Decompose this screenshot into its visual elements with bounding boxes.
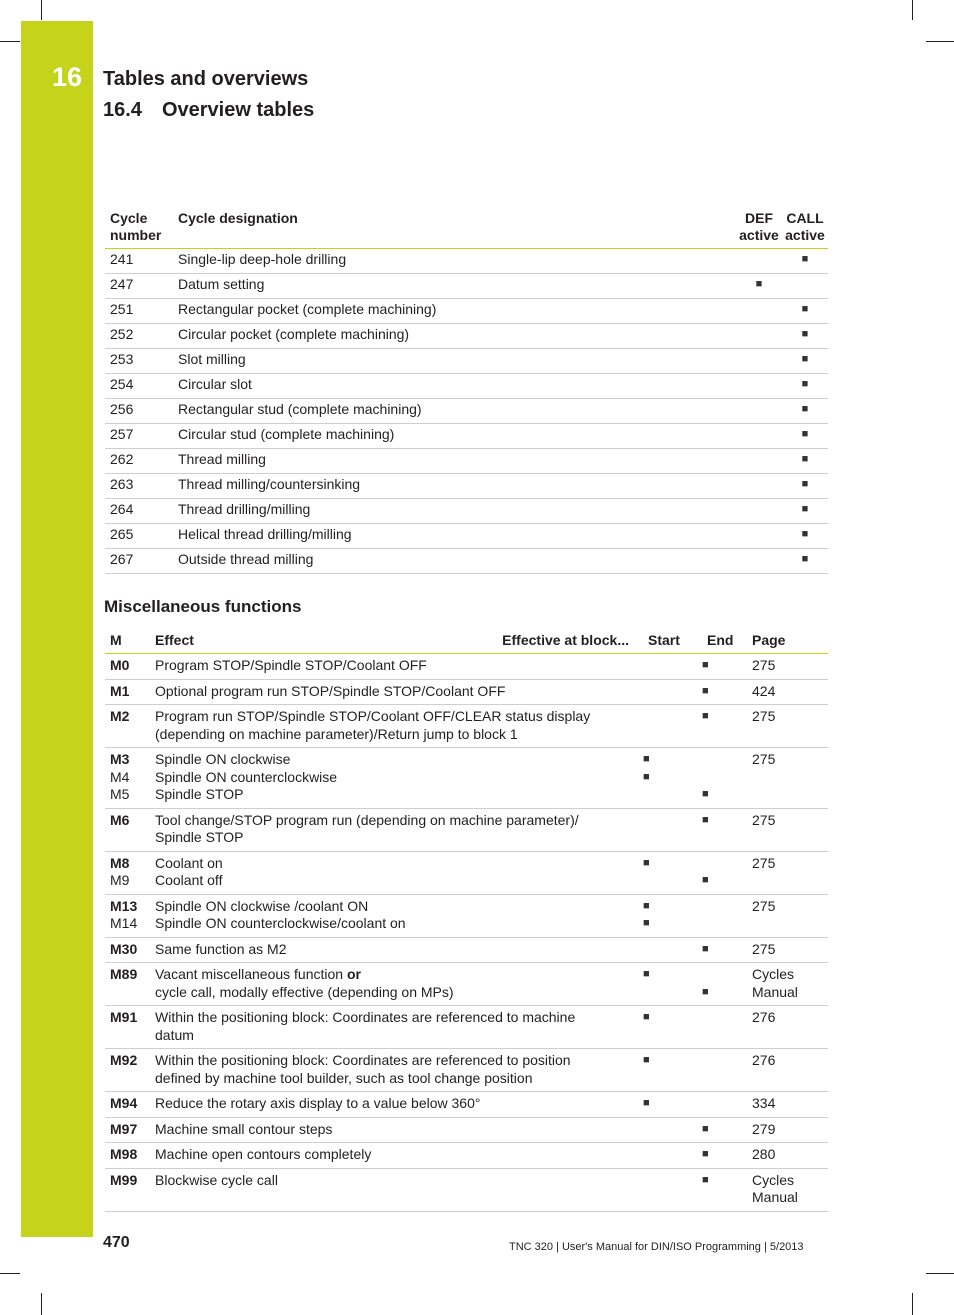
- misc-functions-heading: Miscellaneous functions: [104, 597, 302, 616]
- crop-mark: [912, 1293, 913, 1315]
- m-code-cell: [105, 705, 150, 748]
- m-code-cell: [105, 1092, 150, 1118]
- start-cell: [643, 705, 702, 748]
- start-cell: [643, 963, 702, 1006]
- crop-mark: [926, 41, 954, 42]
- start-mark: [643, 786, 702, 804]
- effect-cell: [150, 851, 643, 894]
- m-code-cell: [105, 1006, 150, 1049]
- end-cell: [702, 654, 747, 680]
- effect-cell: [150, 705, 643, 748]
- header-cycle-number: Cycle number: [105, 207, 173, 249]
- start-mark: [643, 941, 702, 959]
- end-cell: [702, 748, 747, 809]
- m-code: M30: [110, 940, 138, 957]
- cycle-number: 251: [105, 299, 173, 324]
- table-row: [105, 499, 828, 524]
- call-active-mark: ■: [782, 549, 828, 574]
- start-cell: [643, 1143, 702, 1169]
- table-row: [105, 1168, 828, 1211]
- page-ref: 280: [752, 1146, 776, 1162]
- table-row: [105, 374, 828, 399]
- m-code-cell: [105, 937, 150, 963]
- def-active-mark: [736, 424, 782, 449]
- call-active-mark: ■: [782, 474, 828, 499]
- section-name: Overview tables: [161, 99, 315, 121]
- m-code: M2: [110, 708, 130, 724]
- page-ref-cell: [747, 808, 828, 851]
- table-row: [105, 524, 828, 549]
- effect-text: Coolant off: [155, 872, 223, 888]
- m-code-cell: [105, 679, 150, 705]
- effect-text: Coolant on: [155, 854, 223, 871]
- table-row: [105, 274, 828, 299]
- cycle-number: 247: [105, 274, 173, 299]
- page-ref: Cycles: [752, 1171, 795, 1188]
- crop-mark: [41, 1293, 42, 1315]
- effect-cell: [150, 1006, 643, 1049]
- end-mark: ■: [702, 1173, 709, 1186]
- page-ref: 275: [752, 811, 776, 828]
- m-code: M4: [110, 768, 130, 785]
- cycle-number: 265: [105, 524, 173, 549]
- start-mark: ■: [643, 968, 650, 980]
- page-ref: 276: [752, 1052, 776, 1068]
- effect-text: Spindle STOP: [155, 786, 244, 802]
- def-active-mark: [736, 249, 782, 274]
- section-title: [103, 99, 314, 122]
- call-active-mark: ■: [782, 424, 828, 449]
- m-code: M6: [110, 811, 130, 828]
- cycle-designation: Circular slot: [173, 374, 736, 399]
- end-cell: [702, 679, 747, 705]
- table-row: [105, 1092, 828, 1118]
- m-code-cell: [105, 1168, 150, 1211]
- table-row: [105, 748, 828, 809]
- misc-functions-table: [105, 629, 828, 1212]
- def-active-mark: ■: [736, 274, 782, 299]
- call-active-mark: ■: [782, 374, 828, 399]
- m-code-cell: [105, 963, 150, 1006]
- effect-text: Program STOP/Spindle STOP/Coolant OFF: [155, 657, 427, 673]
- cycles-table: [105, 207, 828, 574]
- page-ref-cell: [747, 679, 828, 705]
- effect-text: (depending on machine parameter)/Return jump to block 1: [155, 725, 518, 742]
- start-mark: ■: [643, 1054, 650, 1066]
- table-row: [105, 679, 828, 705]
- effect-text: Tool change/STOP program run (depending on machine parameter)/: [155, 811, 579, 828]
- start-mark: ■: [643, 770, 650, 783]
- page-ref: 275: [752, 657, 776, 673]
- m-code-cell: [105, 748, 150, 809]
- table-row: [105, 549, 828, 574]
- start-cell: [643, 937, 702, 963]
- end-mark: [702, 898, 747, 916]
- end-mark: [702, 751, 747, 769]
- end-mark: ■: [702, 684, 709, 697]
- cycle-number: 262: [105, 449, 173, 474]
- start-mark: [643, 708, 702, 726]
- table-row: [105, 1049, 828, 1092]
- effect-text: Program run STOP/Spindle STOP/Coolant OFF/CLEAR status display: [155, 708, 591, 724]
- start-cell: [643, 1006, 702, 1049]
- cycle-number: 252: [105, 324, 173, 349]
- header-start: Start: [643, 629, 702, 654]
- page-ref: 275: [752, 854, 776, 871]
- table-row: [105, 249, 828, 274]
- def-active-mark: [736, 474, 782, 499]
- start-mark: ■: [643, 856, 650, 869]
- cycle-designation: Thread drilling/milling: [173, 499, 736, 524]
- def-active-mark: [736, 449, 782, 474]
- start-mark: [643, 1146, 702, 1164]
- effect-text: Spindle ON clockwise /coolant ON: [155, 897, 369, 914]
- cycle-number: 257: [105, 424, 173, 449]
- table-row: [105, 1117, 828, 1143]
- start-cell: [643, 1168, 702, 1211]
- end-cell: [702, 1117, 747, 1143]
- m-code: M14: [110, 915, 138, 931]
- table-row: [105, 963, 828, 1006]
- m-code-cell: [105, 894, 150, 937]
- m-code: M5: [110, 786, 130, 802]
- call-active-mark: ■: [782, 524, 828, 549]
- effect-text: Machine open contours completely: [155, 1146, 372, 1162]
- page-ref: 275: [752, 897, 776, 914]
- end-cell: [702, 851, 747, 894]
- page-ref: 279: [752, 1120, 776, 1137]
- effect-text: Reduce the rotary axis display to a value below 360°: [155, 1095, 481, 1111]
- end-mark: ■: [702, 874, 709, 886]
- m-code: M1: [110, 682, 130, 699]
- effect-cell: [150, 963, 643, 1006]
- header-end: End: [702, 629, 747, 654]
- start-mark: ■: [643, 899, 650, 912]
- start-cell: [643, 894, 702, 937]
- end-cell: [702, 1168, 747, 1211]
- start-mark: ■: [643, 917, 650, 929]
- m-code: M92: [110, 1052, 138, 1068]
- chapter-sidebar: [21, 21, 93, 1237]
- end-cell: [702, 808, 747, 851]
- table-row: [105, 851, 828, 894]
- end-cell: [702, 705, 747, 748]
- cycle-designation: Outside thread milling: [173, 549, 736, 574]
- def-active-mark: [736, 399, 782, 424]
- page-ref-cell: [747, 1168, 828, 1211]
- effect-text: defined by machine tool builder, such as tool change position: [155, 1069, 533, 1086]
- end-mark: ■: [702, 710, 709, 722]
- effect-cell: [150, 1143, 643, 1169]
- chapter-number: 16: [52, 62, 83, 92]
- page-ref-cell: [747, 705, 828, 748]
- header-m: M: [105, 629, 150, 654]
- end-mark: ■: [702, 985, 709, 998]
- effect-text: cycle call, modally effective (depending on MPs): [155, 983, 454, 1000]
- cycle-designation: Circular stud (complete machining): [173, 424, 736, 449]
- page-ref-cell: [747, 748, 828, 809]
- table-row: [105, 324, 828, 349]
- cycle-number: 241: [105, 249, 173, 274]
- start-cell: [643, 808, 702, 851]
- end-mark: ■: [702, 788, 709, 800]
- m-code: M8: [110, 854, 130, 871]
- end-mark: [702, 1052, 747, 1070]
- header-effective-at: Effective at block...: [488, 629, 643, 654]
- page-ref: 334: [752, 1095, 776, 1111]
- m-code: M99: [110, 1171, 138, 1188]
- call-active-mark: ■: [782, 449, 828, 474]
- m-code-cell: [105, 1143, 150, 1169]
- page-ref: 276: [752, 1009, 776, 1025]
- effect-cell: [150, 679, 643, 705]
- effect-text: Same function as M2: [155, 940, 287, 957]
- end-mark: ■: [702, 942, 709, 955]
- call-active-mark: ■: [782, 349, 828, 374]
- call-active-mark: [782, 274, 828, 299]
- table-row: [105, 399, 828, 424]
- m-code: M94: [110, 1095, 138, 1111]
- effect-cell: [150, 1049, 643, 1092]
- effect-text: [155, 966, 643, 984]
- end-cell: [702, 1049, 747, 1092]
- end-mark: [702, 1009, 747, 1027]
- cycle-designation: Thread milling: [173, 449, 736, 474]
- start-mark: [643, 872, 702, 890]
- effect-cell: [150, 1092, 643, 1118]
- table-row: [105, 474, 828, 499]
- crop-mark: [41, 0, 42, 20]
- effect-cell: [150, 808, 643, 851]
- table-row: [105, 1143, 828, 1169]
- start-cell: [643, 654, 702, 680]
- cycle-designation: Thread milling/countersinking: [173, 474, 736, 499]
- effect-text: Within the positioning block: Coordinates are referenced to machine: [155, 1009, 576, 1025]
- header-page: Page: [747, 629, 828, 654]
- cycle-number: 267: [105, 549, 173, 574]
- header-cycle-designation: Cycle designation: [173, 207, 736, 249]
- call-active-mark: ■: [782, 249, 828, 274]
- def-active-mark: [736, 324, 782, 349]
- start-cell: [643, 1049, 702, 1092]
- m-code-cell: [105, 654, 150, 680]
- effect-cell: [150, 748, 643, 809]
- def-active-mark: [736, 374, 782, 399]
- start-mark: [643, 683, 702, 701]
- footer-text: TNC 320 | User's Manual for DIN/ISO Programming | 5/2013: [509, 1241, 804, 1253]
- start-cell: [643, 679, 702, 705]
- call-active-mark: ■: [782, 299, 828, 324]
- header-call-active: CALL active: [782, 207, 828, 249]
- table-row: [105, 424, 828, 449]
- crop-mark: [926, 1273, 954, 1274]
- table-row: [105, 937, 828, 963]
- page-ref-cell: [747, 851, 828, 894]
- effect-cell: [150, 894, 643, 937]
- def-active-mark: [736, 349, 782, 374]
- effect-text: Spindle STOP: [155, 829, 244, 845]
- page-ref-cell: [747, 1117, 828, 1143]
- call-active-mark: ■: [782, 399, 828, 424]
- start-mark: [643, 984, 702, 1002]
- cycle-designation: Helical thread drilling/milling: [173, 524, 736, 549]
- cycle-designation: Rectangular pocket (complete machining): [173, 299, 736, 324]
- page-ref: Manual: [752, 1189, 798, 1205]
- end-mark: [702, 855, 747, 873]
- cycle-number: 256: [105, 399, 173, 424]
- cycle-designation: Slot milling: [173, 349, 736, 374]
- start-cell: [643, 748, 702, 809]
- effect-text: Blockwise cycle call: [155, 1171, 278, 1188]
- start-cell: [643, 1117, 702, 1143]
- m-code: M89: [110, 966, 138, 982]
- def-active-mark: [736, 549, 782, 574]
- cycle-number: 264: [105, 499, 173, 524]
- start-cell: [643, 1092, 702, 1118]
- def-active-mark: [736, 499, 782, 524]
- effect-text: Optional program run STOP/Spindle STOP/Coolant OFF: [155, 682, 506, 699]
- m-code: M13: [110, 897, 138, 914]
- table-row: [105, 654, 828, 680]
- cycle-designation: Circular pocket (complete machining): [173, 324, 736, 349]
- effect-cell: [150, 1117, 643, 1143]
- end-cell: [702, 1092, 747, 1118]
- crop-mark: [0, 41, 20, 42]
- page-ref: 275: [752, 940, 776, 957]
- call-active-mark: ■: [782, 324, 828, 349]
- page-ref-cell: [747, 894, 828, 937]
- cycle-designation: Rectangular stud (complete machining): [173, 399, 736, 424]
- table-row: [105, 299, 828, 324]
- m-code-cell: [105, 1117, 150, 1143]
- cycles-header-row: [105, 207, 828, 249]
- table-row: [105, 349, 828, 374]
- start-mark: [643, 657, 702, 675]
- page-ref: Manual: [752, 983, 798, 1000]
- end-mark: ■: [702, 659, 709, 671]
- m-code: M0: [110, 657, 130, 673]
- end-mark: [702, 769, 747, 787]
- end-mark: [702, 1095, 747, 1113]
- effect-text: Spindle ON counterclockwise: [155, 768, 338, 785]
- end-mark: ■: [702, 1148, 709, 1160]
- crop-mark: [912, 0, 913, 20]
- m-code-cell: [105, 808, 150, 851]
- end-cell: [702, 894, 747, 937]
- end-cell: [702, 1143, 747, 1169]
- start-mark: ■: [643, 1011, 650, 1023]
- effect-text: datum: [155, 1026, 194, 1043]
- table-row: [105, 808, 828, 851]
- end-cell: [702, 937, 747, 963]
- cycle-number: 254: [105, 374, 173, 399]
- def-active-mark: [736, 524, 782, 549]
- start-mark: [643, 812, 702, 830]
- m-code: M97: [110, 1120, 138, 1137]
- effect-text: Vacant miscellaneous function: [155, 966, 347, 982]
- header-def-active: DEF active: [736, 207, 782, 249]
- chapter-title: Tables and overviews: [103, 68, 309, 90]
- page-ref-cell: [747, 937, 828, 963]
- table-row: [105, 449, 828, 474]
- def-active-mark: [736, 299, 782, 324]
- start-mark: ■: [643, 1097, 650, 1109]
- cycle-designation: Datum setting: [173, 274, 736, 299]
- page-ref: Cycles: [752, 966, 795, 982]
- page-ref-cell: [747, 1006, 828, 1049]
- effect-text: Spindle ON clockwise: [155, 751, 291, 767]
- m-code: M9: [110, 872, 130, 888]
- page-ref-cell: [747, 1092, 828, 1118]
- page-ref-cell: [747, 963, 828, 1006]
- page-ref: 275: [752, 751, 776, 767]
- effect-text: Spindle ON counterclockwise/coolant on: [155, 915, 406, 931]
- crop-mark: [0, 1273, 20, 1274]
- page-ref-cell: [747, 654, 828, 680]
- start-mark: [643, 1121, 702, 1139]
- effect-cell: [150, 654, 643, 680]
- call-active-mark: ■: [782, 499, 828, 524]
- end-cell: [702, 1006, 747, 1049]
- m-code-cell: [105, 851, 150, 894]
- page-ref-cell: [747, 1143, 828, 1169]
- m-code: M98: [110, 1146, 138, 1162]
- effect-text: Machine small contour steps: [155, 1120, 333, 1137]
- table-row: [105, 894, 828, 937]
- effect-cell: [150, 937, 643, 963]
- misc-header-row: [105, 629, 828, 654]
- cycle-number: 263: [105, 474, 173, 499]
- m-code: M91: [110, 1009, 138, 1025]
- start-cell: [643, 851, 702, 894]
- page-number: 470: [103, 1234, 130, 1251]
- end-mark: ■: [702, 1122, 709, 1135]
- page-ref: 424: [752, 682, 776, 699]
- cycle-number: 253: [105, 349, 173, 374]
- cycle-designation: Single-lip deep-hole drilling: [173, 249, 736, 274]
- effect-text-emphasis: or: [346, 966, 361, 982]
- end-mark: [702, 966, 747, 984]
- start-mark: [643, 1172, 702, 1190]
- m-code-cell: [105, 1049, 150, 1092]
- section-number: 16.4: [103, 99, 142, 121]
- end-mark: ■: [702, 813, 709, 826]
- effect-text: Within the positioning block: Coordinates are referenced to position: [155, 1052, 571, 1068]
- table-row: [105, 1006, 828, 1049]
- m-code: M3: [110, 751, 130, 767]
- page-ref-cell: [747, 1049, 828, 1092]
- page-ref: 275: [752, 708, 776, 724]
- start-mark: ■: [643, 753, 650, 765]
- effect-cell: [150, 1168, 643, 1211]
- table-row: [105, 705, 828, 748]
- header-effect: Effect: [150, 629, 488, 654]
- end-cell: [702, 963, 747, 1006]
